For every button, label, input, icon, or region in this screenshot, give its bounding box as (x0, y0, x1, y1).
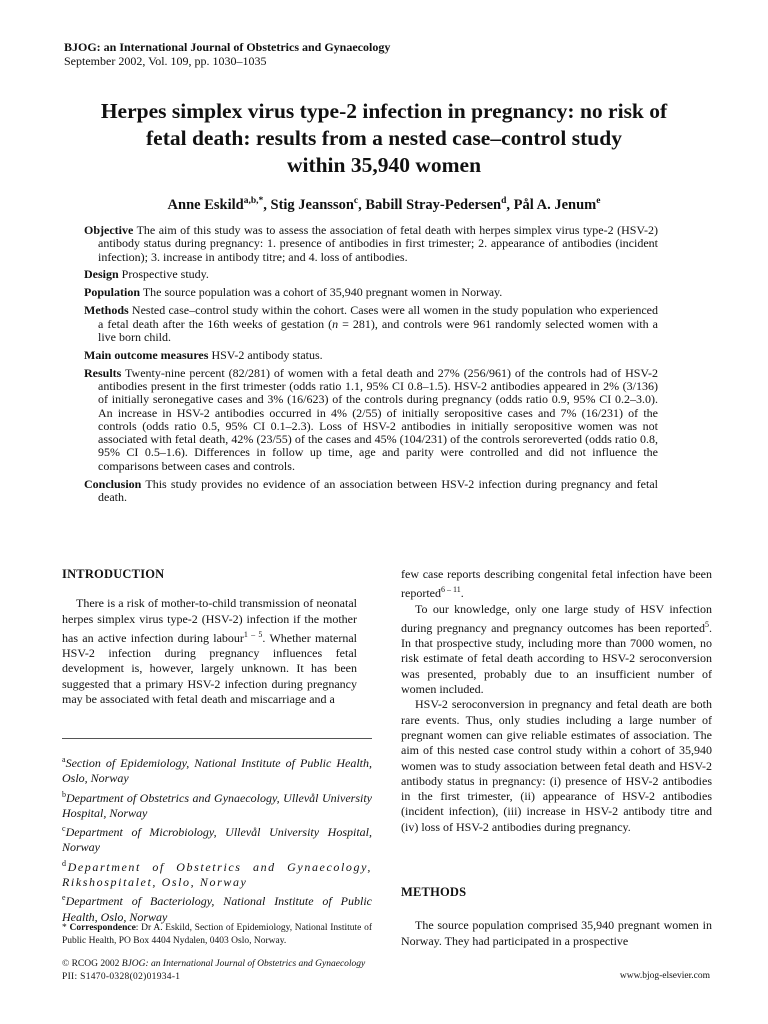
abstract-text: Nested case–control study within the cohort. Cases were all women in the study population who experienced a fetal death after the 16th weeks of gestation ( (98, 303, 658, 331)
body-paragraph: HSV-2 seroconversion in pregnancy and fetal death are both rare events. Thus, only studies including a large number of pregnant women can give reliable estimates of association. The aim of this nested case control study within a cohort of 35,940 women was to study association between fetal death and HSV-2 antibody status in pregnancy: (i) presence of HSV-2 antibodies in the first trimester, (ii) appearance of HSV-2 antibodies (incident infection), (iii) increase in HSV-2 antibody titre and (iv) loss of HSV-2 antibodies during pregnancy. (401, 697, 712, 834)
citation-marker: 5 (705, 619, 709, 629)
affiliation-item: $^c$Department of Microbiology, Ullevål University Hospital, Norway (62, 824, 372, 855)
affiliation-item: $^b$Department of Obstetrics and Gynaecology, Ullevål University Hospital, Norway (62, 789, 372, 820)
abstract-results (84, 367, 658, 473)
journal-url: www.bjog-elsevier.com (619, 971, 710, 981)
correspondence-note: * Correspondence: Dr A. Eskild, Section of Epidemiology, National Institute of Public Health, PO Box 4404 Nydalen, 0403 Oslo, Norway. (62, 923, 372, 946)
introduction-heading: INTRODUCTION (62, 567, 165, 581)
citation-marker: 1 – 5 (243, 629, 263, 639)
author-affiliation-marker: c (353, 196, 359, 206)
abstract-label: Results (84, 365, 122, 380)
journal-name: BJOG: an International Journal of Obstetrics and Gynaecology (64, 40, 391, 54)
abstract-population (84, 286, 658, 299)
abstract-design (84, 268, 658, 281)
body-paragraph: few case reports describing congenital fetal infection have been reported$^{6 - 11}$. (401, 567, 712, 601)
journal-issue: September 2002, Vol. 109, pp. 1030–1035 (64, 54, 267, 68)
author-affiliation-marker: a,b,* (243, 196, 264, 206)
title-line-3: within 35,940 women (286, 153, 482, 177)
article-title (50, 98, 718, 179)
author-list: Anne Eskild$^{a,b,*}$, Stig Jeansson$^c$, Babill Stray-Pedersen$^d$, Pål A. Jenum$^e$ (167, 196, 601, 213)
author-affiliation-marker: e (596, 196, 601, 206)
author-affiliation-marker: d (501, 196, 507, 206)
abstract-text: This study provides no evidence of an association between HSV-2 infection during pregnancy and fetal death. (98, 476, 658, 504)
author-name: Pål A. Jenum (513, 196, 597, 213)
abstract-n-symbol: n (332, 316, 339, 331)
methods-heading: METHODS (401, 885, 467, 899)
methods-section (401, 885, 712, 949)
abstract (84, 224, 658, 509)
footnote-divider (62, 738, 372, 739)
abstract-text: = 281), and controls were 961 randomly selected women with a live born child. (98, 316, 659, 344)
abstract-label: Methods (84, 303, 129, 318)
affiliation-item: $^a$Section of Epidemiology, National Institute of Public Health, Oslo, Norway (62, 755, 372, 786)
abstract-label: Population (84, 285, 141, 300)
abstract-objective (84, 224, 658, 264)
title-line-1: Herpes simplex virus type-2 infection in pregnancy: no risk of (100, 99, 668, 123)
abstract-label: Main outcome measures (84, 347, 209, 362)
abstract-label: Design (84, 267, 119, 282)
author-name: Babill Stray-Pedersen (365, 196, 502, 213)
body-paragraph: There is a risk of mother-to-child transmission of neonatal herpes simplex virus type-2 (HSV-2) infection if the mother has an active infection during labour$^{1 - 5}$. Whether maternal HSV-2 infection during pregnancy influences fetal development is, however, largely unknown. It has been suggested that a primary HSV-2 infection during pregnancy may be associated with fetal death and miscarriage and a (62, 596, 357, 707)
abstract-text: HSV-2 antibody status. (211, 347, 323, 362)
abstract-label: Conclusion (84, 476, 142, 491)
introduction-section-right (401, 567, 712, 835)
author-name: Anne Eskild (167, 196, 244, 213)
body-paragraph: To our knowledge, only one large study of HSV infection during pregnancy and pregnancy outcomes has been reported$^5$. In that prospective study, including more than 7000 women, no risk estimate of fetal death according to HSV-2 seroconversion was presented, probably due to an insufficient number of women included. (401, 601, 712, 697)
pii-line: PII: S1470-0328(02)01934-1 (62, 971, 181, 982)
abstract-label: Objective (84, 223, 134, 237)
page-footer (62, 958, 365, 983)
introduction-section-left (62, 567, 357, 707)
body-paragraph: The source population comprised 35,940 pregnant women in Norway. They had participated in a prospective (401, 918, 712, 948)
affiliation-item: $^d$Department of Obstetrics and Gynaecology, Rikshospitalet, Oslo, Norway (62, 858, 372, 890)
affiliation-item: $^e$Department of Bacteriology, National Institute of Public Health, Oslo, Norway (62, 893, 372, 924)
abstract-text: The aim of this study was to assess the association of fetal death with herpes simplex virus type-2 (HSV-2) antibody status during pregnancy: 1. presence of antibodies in first trimester; 2. appearance of antibodies (incident infection); 3. increase in antibody titre; and 4. loss of antibodies. (98, 223, 658, 264)
title-line-2: fetal death: results from a nested case–control study (146, 126, 622, 150)
abstract-main-outcome (84, 349, 658, 362)
author-name: Stig Jeansson (270, 196, 354, 213)
journal-header (64, 40, 390, 68)
abstract-text: Twenty-nine percent (82/281) of women with a fetal death and 27% (256/961) of the controls had of HSV-2 antibodies present in the first trimester (odds ratio 1.1, 95% CI 0.8–1.5). HSV-2 antibodies appeared in 2% (3/136) of initially seronegative cases and 3% (16/623) of the controls during pregnancy (odds ratio 0.9, 95% CI 0.2–3.0). An increase in HSV-2 antibodies occurred in 4% (2/55) of initially seropositive cases and 7% (16/231) of the controls (odds ratio 0.5, 95% CI 0.1–2.3). Loss of HSV-2 antibodies in initially seropositive women was not associated with fetal death, 42% (23/55) of the cases and 45% (104/231) of the controls seroreverted (odds ratio 0.8, 95% CI 0.5–1.6). Differences in follow up time, age and parity were controlled and did not influence the comparisons between cases and controls. (98, 365, 658, 473)
affiliations (62, 752, 372, 925)
abstract-text: The source population was a cohort of 35,940 pregnant women in Norway. (142, 285, 503, 300)
correspondence-label: Correspondence (69, 923, 136, 933)
citation-marker: 6 – 11 (440, 585, 461, 595)
copyright-line: © RCOG 2002 BJOG: an International Journal of Obstetrics and Gynaecology (62, 959, 366, 969)
abstract-methods (84, 304, 658, 344)
abstract-conclusion (84, 478, 658, 505)
abstract-text: Prospective study. (121, 267, 209, 282)
